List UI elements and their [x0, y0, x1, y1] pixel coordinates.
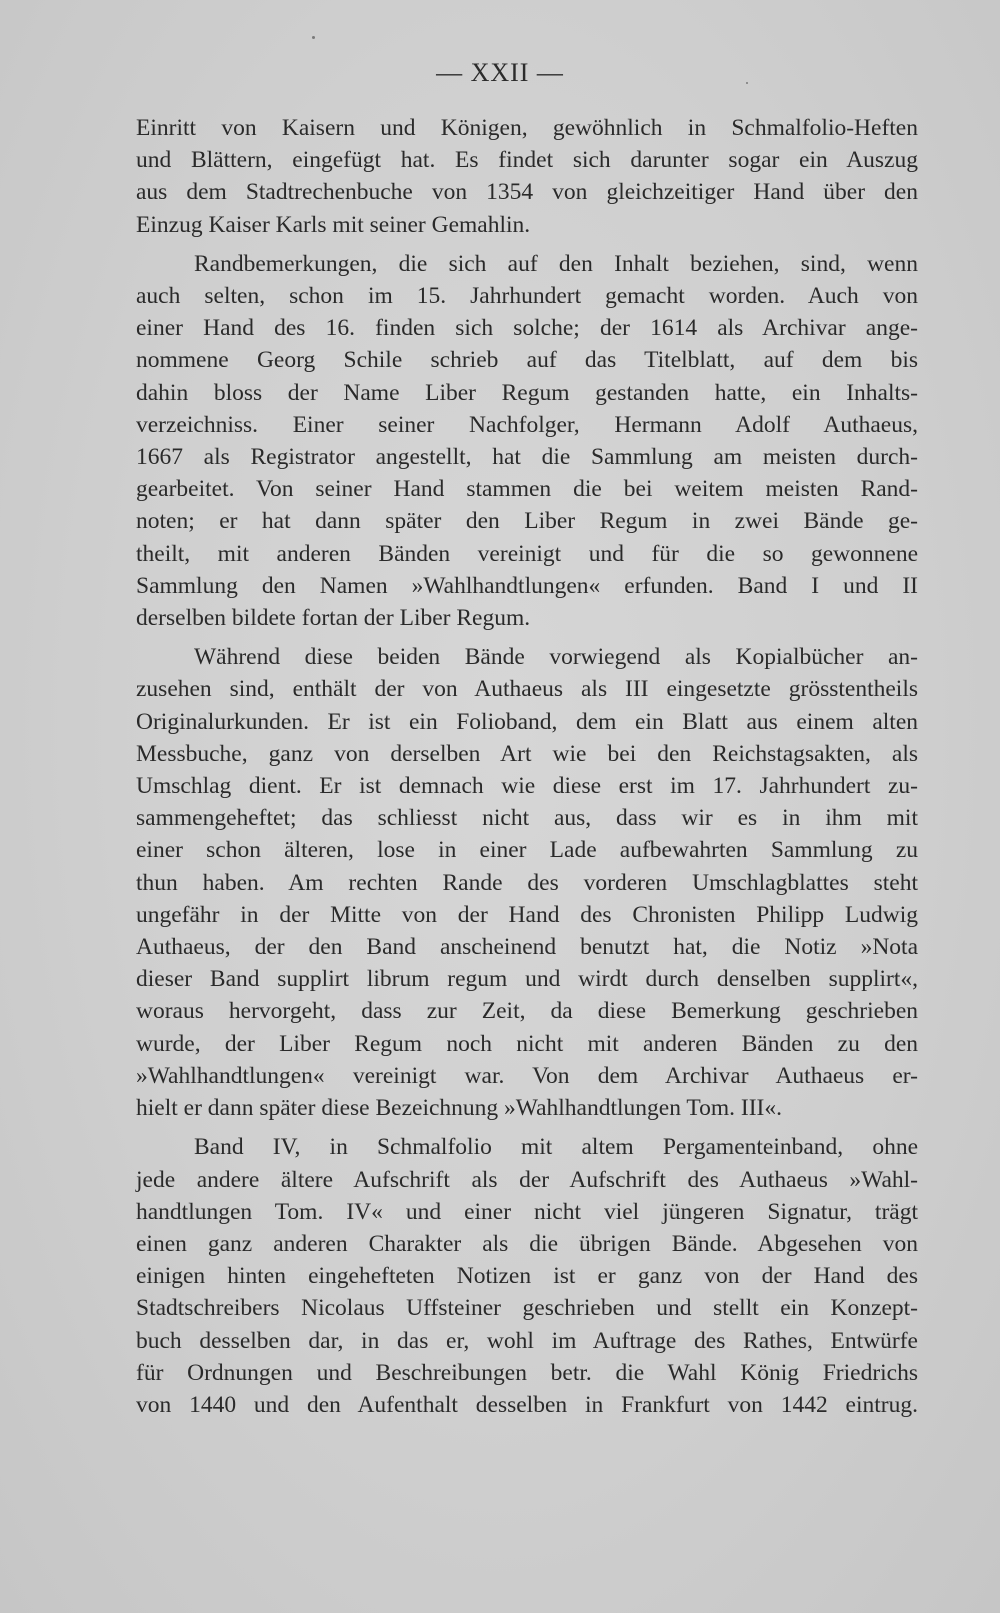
text-line: Umschlag dient. Er ist demnach wie diese erst im 17. Jahrhundert zu- — [136, 773, 918, 800]
text-line: nommene Georg Schile schrieb auf das Titelblatt, auf dem bis — [136, 347, 918, 374]
text-line: ungefähr in der Mitte von der Hand des Chronisten Philipp Ludwig — [136, 901, 918, 928]
text-line: und Blättern, eingefügt hat. Es findet sich darunter sogar ein Auszug — [136, 147, 918, 174]
text-line: einen ganz anderen Charakter als die übrigen Bände. Abgesehen von — [136, 1230, 918, 1257]
text-line: Messbuche, ganz von derselben Art wie bei den Reichstagsakten, als — [136, 740, 918, 767]
text-line: Stadtschreibers Nicolaus Uffsteiner geschrieben und stellt ein Konzept- — [136, 1295, 918, 1322]
paragraph-1 — [136, 112, 918, 241]
text-line: Sammlung den Namen »Wahlhandtlungen« erfunden. Band I und II — [136, 572, 918, 599]
text-line: derselben bildete fortan der Liber Regum. — [136, 605, 531, 632]
text-line: dahin bloss der Name Liber Regum gestanden hatte, ein Inhalts- — [136, 379, 918, 406]
text-line: zusehen sind, enthält der von Authaeus als III eingesetzte grösstentheils — [136, 676, 918, 703]
text-line: buch desselben dar, in das er, wohl im Auftrage des Rathes, Entwürfe — [136, 1327, 918, 1354]
text-line: Einzug Kaiser Karls mit seiner Gemahlin. — [136, 211, 531, 238]
page-number: — XXII — — [436, 58, 564, 87]
text-line: Band IV, in Schmalfolio mit altem Pergamenteinband, ohne — [194, 1134, 918, 1161]
text-line: sammengeheftet; das schliesst nicht aus, dass wir es in ihm mit — [136, 805, 918, 832]
ink-speck — [312, 36, 315, 39]
text-line: einer Hand des 16. finden sich solche; der 1614 als Archivar ange- — [136, 315, 918, 342]
text-line: hielt er dann später diese Bezeichnung »Wahlhandtlungen Tom. III«. — [136, 1095, 782, 1122]
text-line: Originalurkunden. Er ist ein Folioband, dem ein Blatt aus einem alten — [136, 708, 918, 735]
text-line: verzeichniss. Einer seiner Nachfolger, Hermann Adolf Authaeus, — [136, 411, 918, 438]
paragraph-3 — [136, 641, 918, 1124]
text-line: von 1440 und den Aufenthalt desselben in Frankfurt von 1442 eintrug. — [136, 1391, 918, 1418]
text-line: Während diese beiden Bände vorwiegend als Kopialbücher an- — [194, 644, 918, 671]
text-line: wurde, der Liber Regum noch nicht mit anderen Bänden zu den — [136, 1030, 918, 1057]
text-line: Einritt von Kaisern und Königen, gewöhnlich in Schmalfolio-Heften — [136, 115, 918, 141]
body-text — [136, 112, 918, 1421]
paragraph-2 — [136, 248, 918, 634]
paragraph-4 — [136, 1131, 918, 1421]
text-line: dieser Band supplirt librum regum und wirdt durch denselben supplirt«, — [136, 966, 918, 993]
text-line: für Ordnungen und Beschreibungen betr. die Wahl König Friedrichs — [136, 1359, 918, 1386]
text-line: noten; er hat dann später den Liber Regum in zwei Bände ge- — [136, 508, 918, 535]
text-line: einigen hinten eingehefteten Notizen ist er ganz von der Hand des — [136, 1263, 918, 1290]
text-line: aus dem Stadtrechenbuche von 1354 von gleichzeitiger Hand über den — [136, 179, 918, 206]
text-line: »Wahlhandtlungen« vereinigt war. Von dem Archivar Authaeus er- — [136, 1062, 918, 1089]
text-line: gearbeitet. Von seiner Hand stammen die bei weitem meisten Rand- — [136, 476, 918, 503]
text-line: jede andere ältere Aufschrift als der Aufschrift des Authaeus »Wahl- — [136, 1166, 918, 1193]
text-line: Authaeus, der den Band anscheinend benutzt hat, die Notiz »Nota — [136, 934, 918, 961]
text-line: theilt, mit anderen Bänden vereinigt und für die so gewonnene — [136, 540, 918, 567]
text-line: handtlungen Tom. IV« und einer nicht viel jüngeren Signatur, trägt — [136, 1198, 918, 1225]
text-line: einer schon älteren, lose in einer Lade aufbewahrten Sammlung zu — [136, 837, 918, 864]
text-line: auch selten, schon im 15. Jahrhundert gemacht worden. Auch von — [136, 283, 918, 310]
text-line: thun haben. Am rechten Rande des vorderen Umschlagblattes steht — [136, 869, 918, 896]
text-line: woraus hervorgeht, dass zur Zeit, da diese Bemerkung geschrieben — [136, 998, 918, 1025]
text-line: 1667 als Registrator angestellt, hat die Sammlung am meisten durch- — [136, 444, 918, 471]
text-line: Randbemerkungen, die sich auf den Inhalt beziehen, sind, wenn — [194, 250, 918, 277]
